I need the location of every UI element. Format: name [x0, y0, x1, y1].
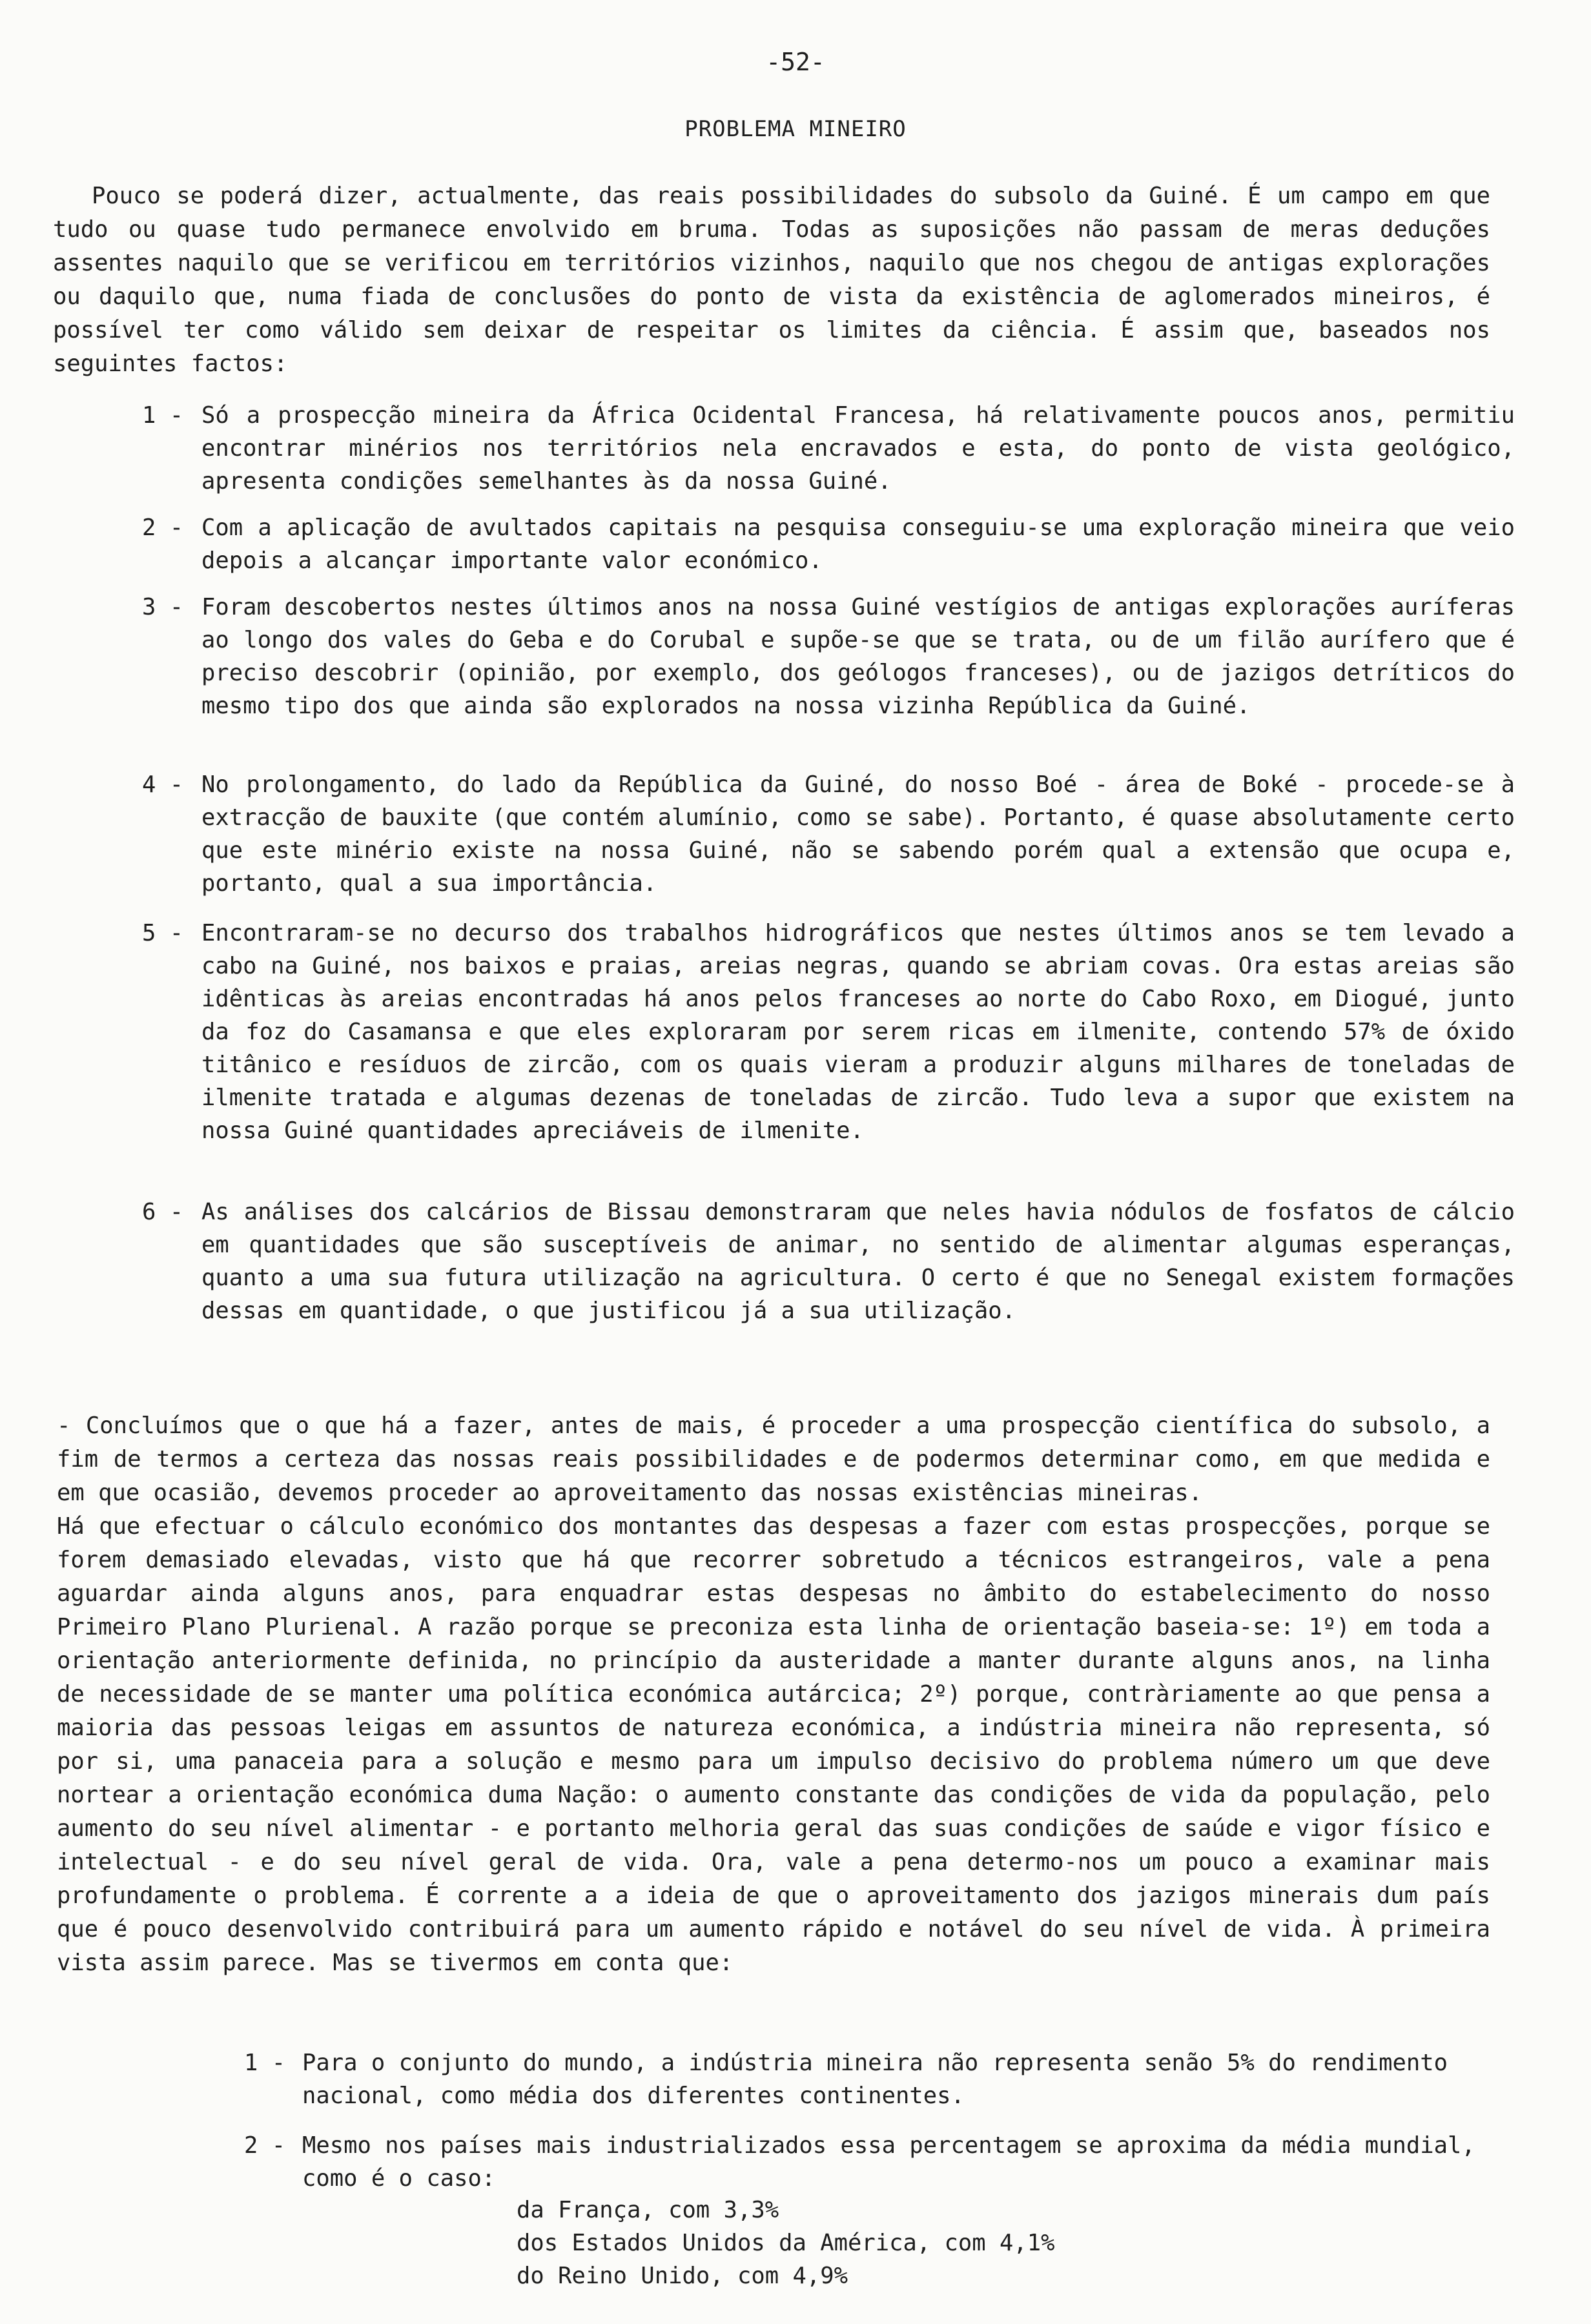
point-text: Para o conjunto do mundo, a indústria mineira não representa senão 5% do rendimento nacional, como média dos diferentes continentes.: [302, 2050, 1448, 2109]
fact-item-6: [142, 1196, 1515, 1327]
point-item-1: [244, 2046, 1477, 2112]
fact-item-5: [142, 917, 1515, 1147]
fact-text: As análises dos calcários de Bissau demonstraram que neles havia nódulos de fosfatos de cálcio em quantidades que são susceptíveis de animar, no sentido de alimentar algumas esperanças, quanto a uma sua futura utilização na agricultura. O certo é que no Senegal existem formações dessas em quantidade, o que justificou já a sua utilização.: [201, 1199, 1515, 1324]
section-title: PROBLEMA MINEIRO: [684, 116, 907, 142]
country-line: do Reino Unido, com 4,9%: [517, 2263, 848, 2289]
country-line: dos Estados Unidos da América, com 4,1%: [517, 2230, 1055, 2256]
country-list: [517, 2194, 1055, 2292]
fact-text: Foram descobertos nestes últimos anos na nossa Guiné vestígios de antigas explorações auríferas ao longo dos vales do Geba e do Corubal e supõe-se que se trata, ou de um filão aurífero que é preciso descobrir (opinião, por exemplo, dos geólogos franceses), ou de jazigos detríticos do mesmo tipo dos que ainda são explorados na nossa vizinha República da Guiné.: [201, 594, 1515, 719]
fact-item-4: [142, 768, 1515, 900]
fact-text: No prolongamento, do lado da República da Guiné, do nosso Boé - área de Boké - procede-se à extracção de bauxite (que contém alumínio, como se sabe). Portanto, é quase absolutamente certo que este minério existe na nossa Guiné, não se sabendo porém qual a extensão que ocupa e, portanto, qual a sua importância.: [201, 771, 1515, 897]
point-number: 2 -: [244, 2132, 286, 2159]
fact-text: Só a prospecção mineira da África Ocidental Francesa, há relativamente poucos anos, permitiu encontrar minérios nos territórios nela encravados e esta, do ponto de vista geológico, apresenta condições semelhantes às da nossa Guiné.: [201, 402, 1515, 494]
fact-item-1: [142, 399, 1515, 498]
fact-item-3: [142, 591, 1515, 722]
intro-paragraph: Pouco se poderá dizer, actualmente, das reais possibilidades do subsolo da Guiné. É um campo em que tudo ou quase tudo permanece envolvido em bruma. Todas as suposições não passam de meras deduções assentes naquilo que se verificou em territórios vizinhos, naquilo que nos chegou de antigas explorações ou daquilo que, numa fiada de conclusões do ponto de vista da existência de aglomerados mineiros, é possível ter como válido sem deixar de respeitar os limites da ciência. É assim que, baseados nos seguintes factos:: [53, 183, 1490, 377]
point-item-2: [244, 2129, 1477, 2195]
conclusion-paragraph-2: Há que efectuar o cálculo económico dos montantes das despesas a fazer com estas prospecções, porque se forem demasiado elevadas, visto que há que recorrer sobretudo a técnicos estrangeiros, vale a pena aguardar ainda alguns anos, para enquadrar estas despesas no âmbito do estabelecimento do nosso Primeiro Plano Plurienal. A razão porque se preconiza esta linha de orientação baseia-se: 1º) em toda a orientação anteriormente definida, no princípio da austeridade a manter durante alguns anos, na linha de necessidade de se manter uma política económica autárcica; 2º) porque, contràriamente ao que pensa a maioria das pessoas leigas em assuntos de natureza económica, a indústria mineira não representa, só por si, uma panaceia para a solução e mesmo para um impulso decisivo do problema número um que deve nortear a orientação económica duma Nação: o aumento constante das condições de vida da população, pelo aumento do seu nível alimentar - e portanto melhoria geral das suas condições de saúde e vigor físico e intelectual - e do seu nível geral de vida. Ora, vale a pena determo-nos um pouco a examinar mais profundamente o problema. É corrente a a ideia de que o aproveitamento dos jazigos minerais dum país que é pouco desenvolvido contribuirá para um aumento rápido e notável do seu nível de vida. À primeira vista assim parece. Mas se tivermos em conta que:: [57, 1513, 1490, 1976]
fact-item-2: [142, 511, 1515, 577]
fact-number: 2 -: [142, 515, 184, 541]
conclusion-paragraph-1: - Concluímos que o que há a fazer, antes de mais, é proceder a uma prospecção científica do subsolo, a fim de termos a certeza das nossas reais possibilidades e de podermos determinar como, em que medida e em que ocasião, devemos proceder ao aproveitamento das nossas existências mineiras.: [57, 1412, 1490, 1506]
fact-number: 6 -: [142, 1199, 184, 1225]
fact-text: Com a aplicação de avultados capitais na pesquisa conseguiu-se uma exploração mineira que veio depois a alcançar importante valor económico.: [201, 515, 1515, 574]
point-text: Mesmo nos países mais industrializados essa percentagem se aproxima da média mundial, como é o caso:: [302, 2132, 1475, 2192]
fact-text: Encontraram-se no decurso dos trabalhos hidrográficos que nestes últimos anos se tem levado a cabo na Guiné, nos baixos e praias, areias negras, quando se abriam covas. Ora estas areias são idênticas às areias encontradas há anos pelos franceses ao norte do Cabo Roxo, em Diogué, junto da foz do Casamansa e que eles exploraram por serem ricas em ilmenite, contendo 57% de óxido titânico e resíduos de zircão, com os quais vieram a produzir alguns milhares de toneladas de ilmenite tratada e algumas dezenas de toneladas de zircão. Tudo leva a supor que existem na nossa Guiné quantidades apreciáveis de ilmenite.: [201, 920, 1515, 1144]
fact-number: 3 -: [142, 594, 184, 620]
conclusion-block: [57, 1409, 1490, 1980]
fact-number: 1 -: [142, 402, 184, 429]
country-line: da França, com 3,3%: [517, 2197, 779, 2223]
point-number: 1 -: [244, 2050, 286, 2076]
fact-number: 5 -: [142, 920, 184, 946]
fact-number: 4 -: [142, 771, 184, 798]
page-number: -52-: [766, 48, 825, 76]
